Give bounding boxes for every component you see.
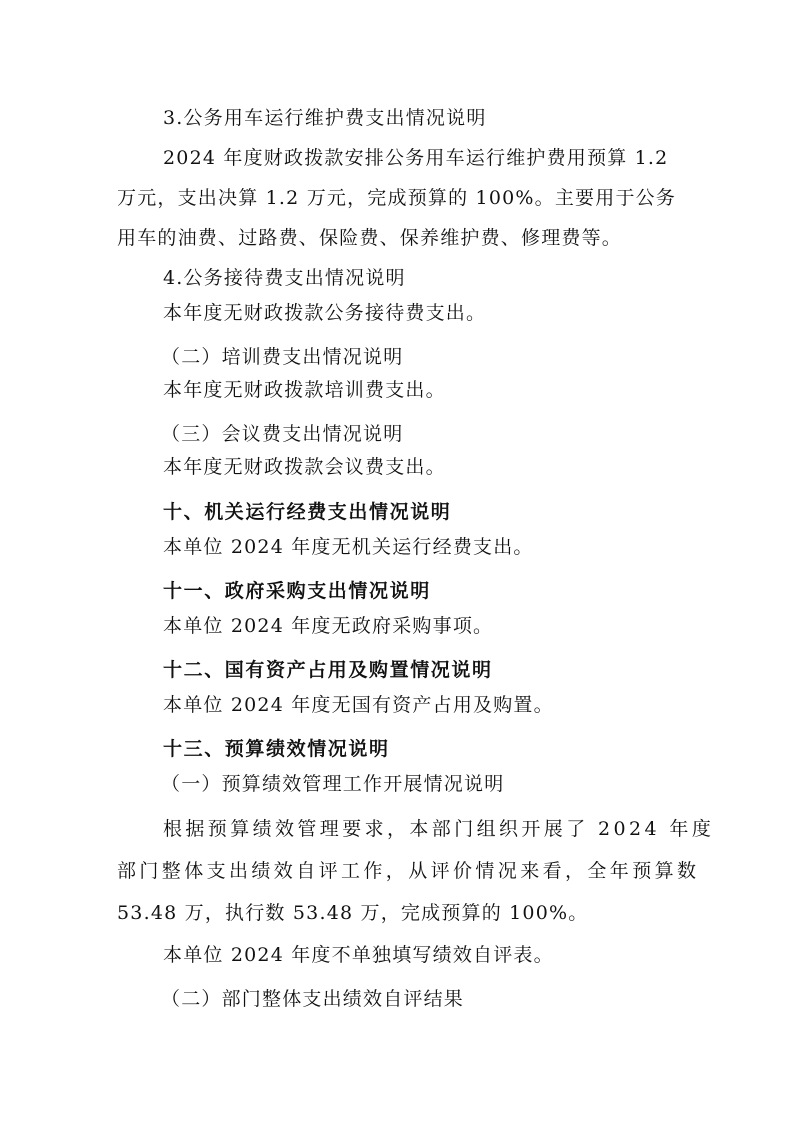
vehicle-maintenance-heading: 3.公务用车运行维护费支出情况说明 [163,107,487,129]
vehicle-maintenance-paragraph-line-2: 万元，支出决算 1.2 万元，完成预算的 100%。主要用于公务 [117,187,677,209]
training-heading: （二）培训费支出情况说明 [161,346,404,368]
self-evaluation-note: 本单位 2024 年度不单独填写绩效自评表。 [163,944,554,966]
vehicle-maintenance-paragraph-line-3: 用车的油费、过路费、保险费、保养维护费、修理费等。 [117,227,623,249]
performance-paragraph-line-1: 根据预算绩效管理要求，本部门组织开展了 2024 年度 [163,818,715,840]
reception-paragraph: 本年度无财政拨款公务接待费支出。 [163,302,487,324]
section-ten-paragraph: 本单位 2024 年度无机关运行经费支出。 [163,536,534,558]
training-paragraph: 本年度无财政拨款培训费支出。 [163,379,446,401]
section-eleven-paragraph: 本单位 2024 年度无政府采购事项。 [163,615,494,637]
vehicle-maintenance-paragraph-line-1: 2024 年度财政拨款安排公务用车运行维护费用预算 1.2 [163,147,669,169]
section-twelve-heading: 十二、国有资产占用及购置情况说明 [163,659,493,681]
performance-paragraph-line-3: 53.48 万，执行数 53.48 万，完成预算的 100%。 [117,902,589,924]
section-thirteen-heading: 十三、预算绩效情况说明 [163,738,390,760]
reception-heading: 4.公务接待费支出情况说明 [163,267,406,289]
section-eleven-heading: 十一、政府采购支出情况说明 [163,580,431,602]
performance-management-subheading: （一）预算绩效管理工作开展情况说明 [161,773,505,795]
section-twelve-paragraph: 本单位 2024 年度无国有资产占用及购置。 [163,694,554,716]
overall-evaluation-subheading: （二）部门整体支出绩效自评结果 [161,988,465,1010]
performance-paragraph-line-2: 部门整体支出绩效自评工作，从评价情况来看，全年预算数 [117,860,700,882]
meeting-paragraph: 本年度无财政拨款会议费支出。 [163,456,446,478]
section-ten-heading: 十、机关运行经费支出情况说明 [163,501,452,523]
meeting-heading: （三）会议费支出情况说明 [161,423,404,445]
